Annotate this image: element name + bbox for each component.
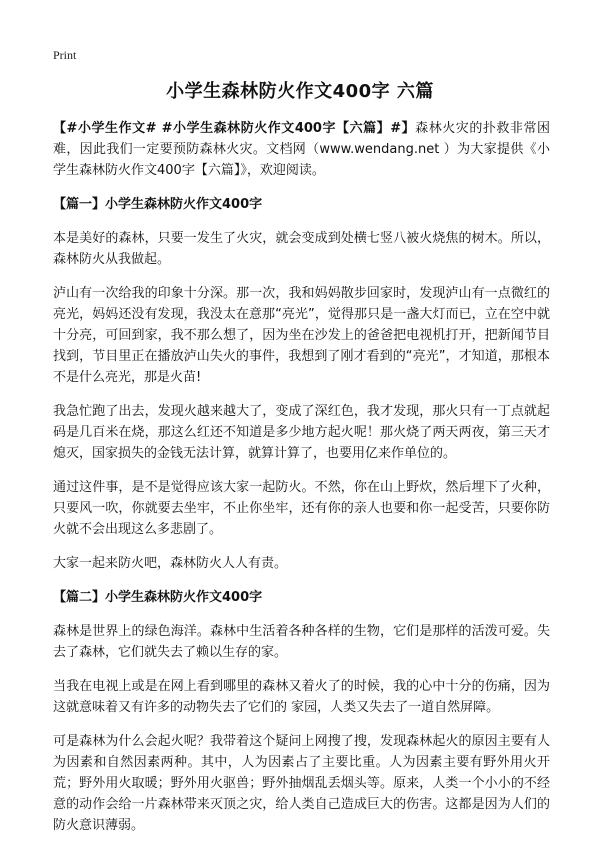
section-heading: 【篇二】小学生森林防火作文400字 bbox=[53, 590, 263, 605]
section-heading: 【篇一】小学生森林防火作文400字 bbox=[53, 197, 263, 212]
paragraph: 通过这件事，是不是觉得应该大家一起防火。不然，你在山上野炊，然后埋下了火种，只要风一吹，你就要去坐牢，不止你坐牢，还有你的亲人也要和你一起受苦，只要你防火就不会出现这么多悲剧了。 bbox=[53, 480, 550, 537]
paragraph: 本是美好的森林，只要一发生了火灾，就会变成到处横七竖八被火烧焦的树木。所以，森林防火从我做起。 bbox=[53, 231, 550, 267]
paragraph: 大家一起来防火吧，森林防火人人有责。 bbox=[53, 556, 288, 571]
intro-tag: 【#小学生作文# #小学生森林防火作文400字【六篇】#】 bbox=[53, 121, 416, 136]
intro-text: 森林火灾的扑救非常困难，因此我们一定要预防森林火灾。文档网（www.wendang.net ）为大家提供《小学生森林防火作文400字【六篇】》，欢迎阅读。 bbox=[53, 121, 550, 178]
paragraph: 泸山有一次给我的印象十分深。那一次，我和妈妈散步回家时，发现泸山有一点微红的亮光，妈妈还没有发现，我没太在意那“亮光”，觉得那只是一盏大灯而已，立在空中就十分亮，可回到家，我不那么想了，因为坐在沙发上的爸爸把电视机打开，把新闻节目找到，节目里正在播放泸山失火的事件，我想到了刚才看到的“亮光”，才知道，那根本不是什么亮光，那是火苗! bbox=[53, 286, 550, 385]
print-label: Print bbox=[53, 48, 77, 62]
paragraph: 可是森林为什么会起火呢？我带着这个疑问上网搜了搜，发现森林起火的原因主要有人为因素和自然因素两种。其中，人为因素占了主要比重。人为因素主要有野外用火开荒；野外用火取暖；野外用火驱兽；野外抽烟乱丢烟头等。原来，人类一个小小的不经意的动作会给一片森林带来灭顶之灾，给人类自己造成巨大的伤害。这都是因为人们的防火意识薄弱。 bbox=[53, 734, 550, 833]
paragraph: 森林是世界上的绿色海洋。森林中生活着各种各样的生物，它们是那样的活泼可爱。失去了森林，它们就失去了赖以生存的家。 bbox=[53, 624, 550, 660]
intro-paragraph bbox=[53, 118, 550, 181]
paragraph: 我急忙跑了出去，发现火越来越大了，变成了深红色，我才发现，那火只有一丁点就起码是几百米在烧，那这么红还不知道是多少地方起火呢！那火烧了两天两夜，第三天才熄灭，国家损失的金钱无法计算，就算计算了，也要用亿来作单位的。 bbox=[53, 404, 550, 461]
paragraph: 当我在电视上或是在网上看到哪里的森林又着火了的时候，我的心中十分的伤痛，因为这就意味着又有许多的动物失去了它们的 家园，人类又失去了一道自然屏障。 bbox=[53, 679, 550, 715]
document-body bbox=[53, 118, 550, 849]
page-title: 小学生森林防火作文400字 六篇 bbox=[166, 81, 434, 102]
